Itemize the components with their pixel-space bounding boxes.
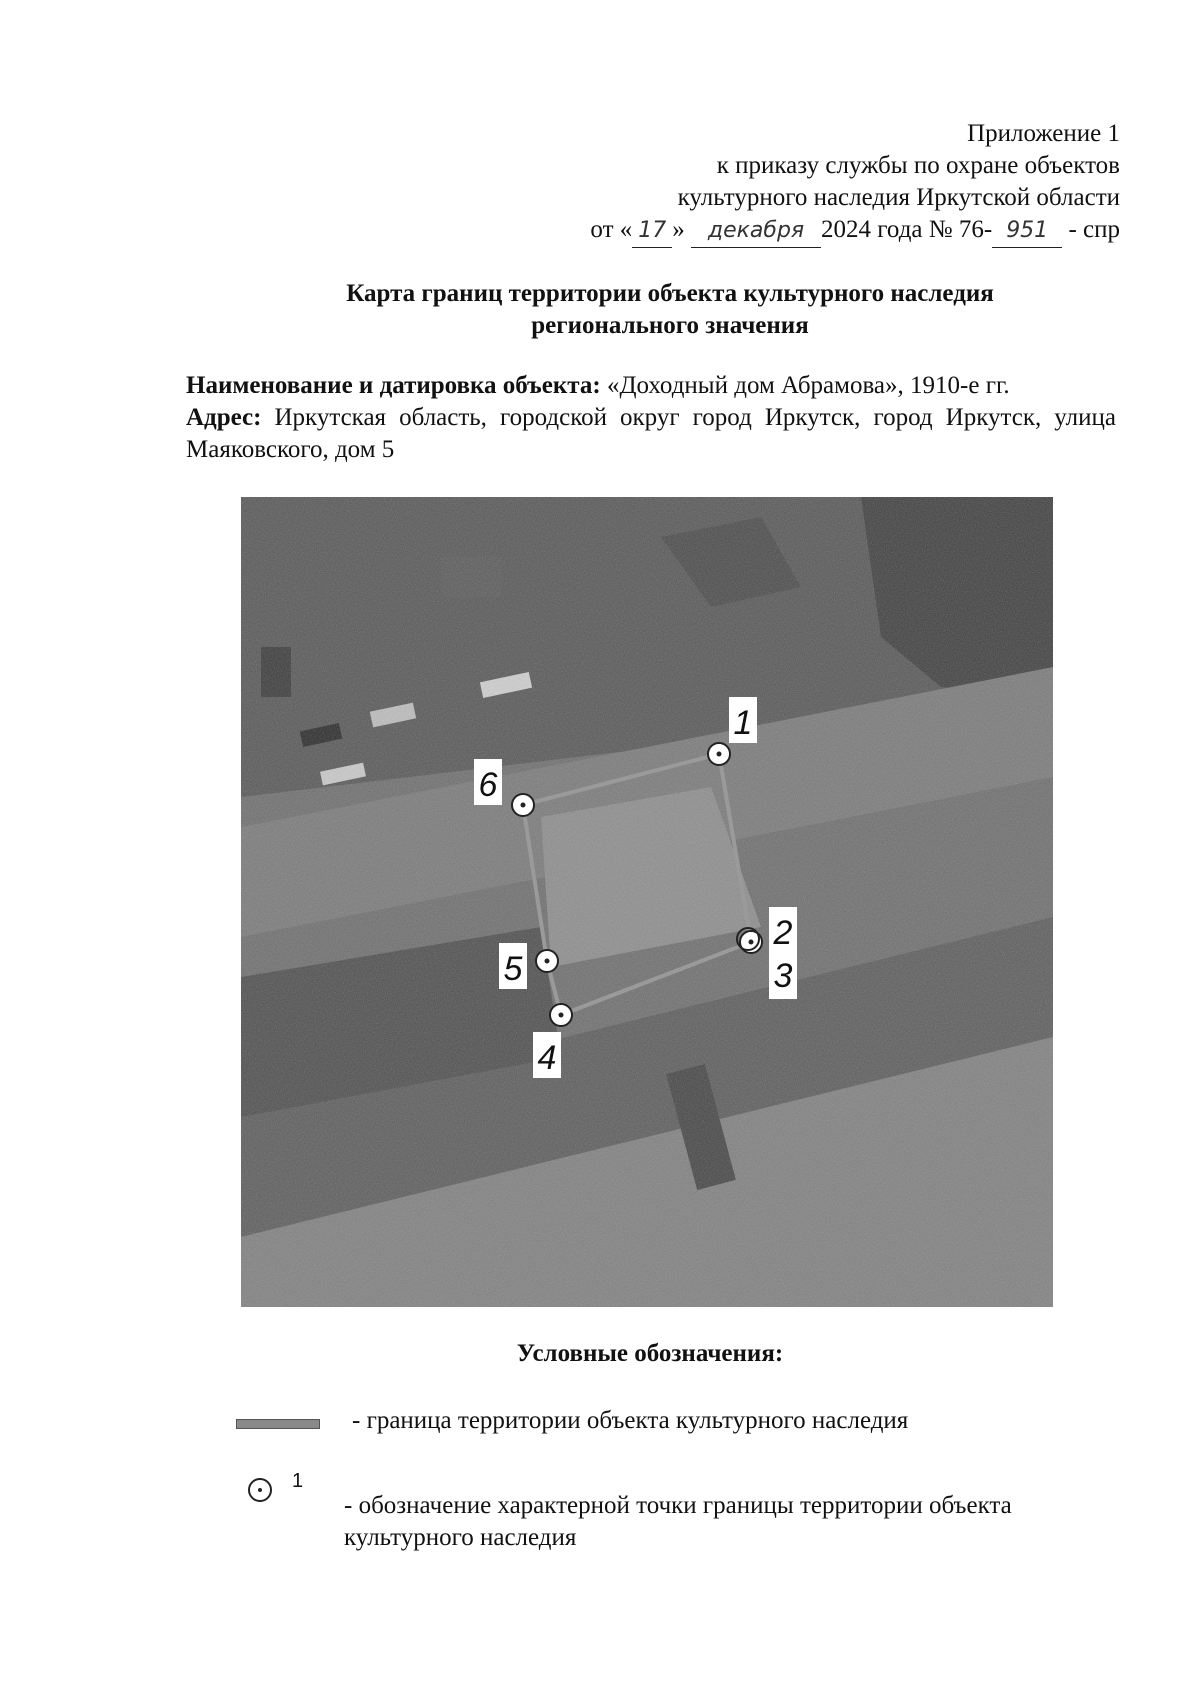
handwritten-month: декабря — [691, 215, 821, 248]
appendix-date-line — [590, 214, 1120, 248]
legend-boundary-text: - граница территории объекта культурного наследия — [352, 1407, 909, 1434]
date-prefix: от « — [590, 216, 633, 243]
object-name-label: Наименование и датировка объекта: — [186, 372, 601, 399]
map-aerial-image — [241, 497, 1053, 1307]
object-address-label: Адрес: — [186, 404, 262, 431]
legend-point-text: - обозначение характерной точки границы территории объекта культурного наследия — [344, 1492, 1012, 1551]
point-label-5: 5 — [503, 950, 523, 988]
appendix-header — [590, 118, 1120, 248]
object-name-row — [186, 370, 1116, 402]
object-address-row — [186, 402, 1116, 466]
document-title — [300, 278, 1040, 342]
appendix-line2: к приказу службы по охране объектов — [716, 152, 1120, 179]
point-label-6: 6 — [478, 766, 498, 804]
point-label-1: 1 — [733, 704, 753, 742]
title-line1: Карта границ территории объекта культурного наследия — [346, 280, 994, 307]
appendix-line3: культурного наследия Иркутской области — [677, 184, 1120, 211]
date-mid: » — [672, 216, 685, 243]
legend-point-sample-number: 1 — [292, 1470, 304, 1492]
handwritten-day: 17 — [632, 215, 672, 248]
legend-title: Условные обозначения: — [516, 1340, 784, 1367]
point-label-3: 3 — [773, 957, 793, 995]
point-label-2: 2 — [773, 914, 793, 952]
object-address-value: Иркутская область, городской округ город Иркутск, город Иркутск, улица Маяковского, дом 5 — [186, 404, 1117, 463]
title-line2: регионального значения — [531, 312, 809, 339]
appendix-line1: Приложение 1 — [967, 120, 1120, 147]
handwritten-order-number: 951 — [992, 215, 1062, 248]
legend-point-icon — [248, 1478, 272, 1502]
legend-boundary-line-sample — [236, 1419, 320, 1429]
point-label-4: 4 — [537, 1039, 557, 1077]
order-suffix: - спр — [1068, 216, 1120, 243]
year-text: 2024 года № 76- — [821, 216, 993, 243]
boundary-map — [241, 497, 1053, 1307]
object-name-value: «Доходный дом Абрамова», 1910-е гг. — [606, 372, 1010, 399]
object-info — [186, 370, 1116, 466]
